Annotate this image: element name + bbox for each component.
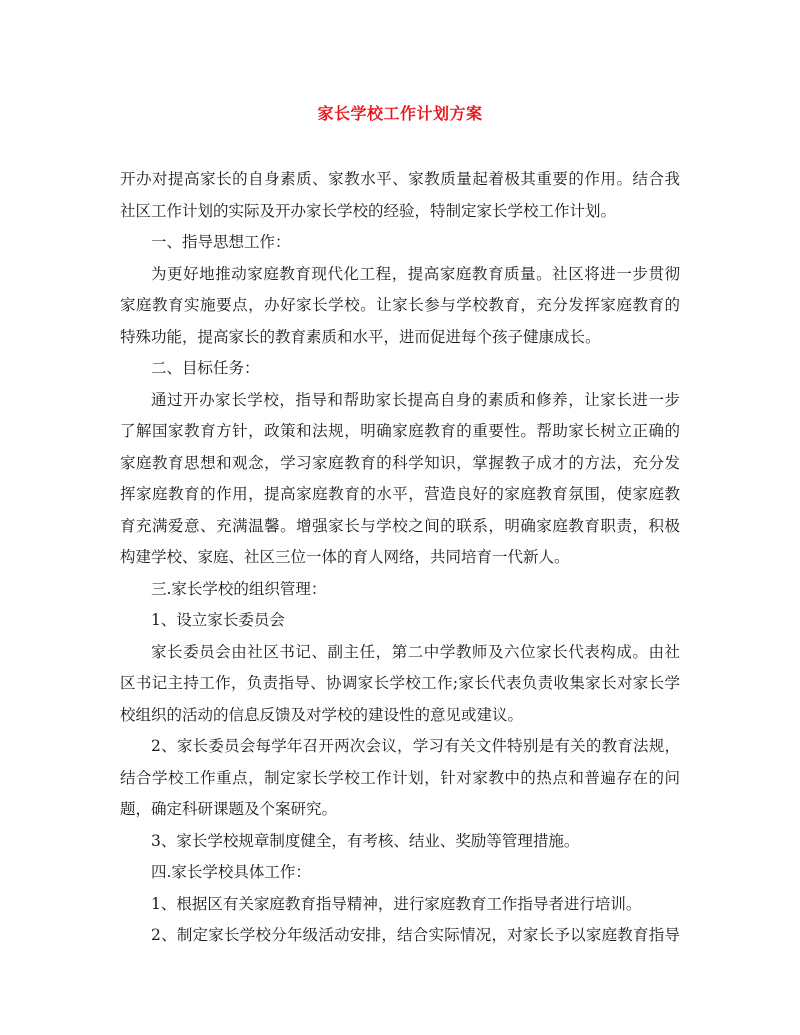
text-line: 区书记主持工作，负责指导、协调家长学校工作;家长代表负责收集家长对家长学	[120, 674, 680, 692]
text-line: 开办对提高家长的自身素质、家教水平、家教质量起着极其重要的作用。结合我	[120, 170, 680, 188]
text-line: 特殊功能，提高家长的教育素质和水平，进而促进每个孩子健康成长。	[120, 327, 601, 346]
text-line: 了解国家教育方针，政策和法规，明确家庭教育的重要性。帮助家长树立正确的	[120, 422, 680, 440]
text-line: 3、家长学校规章制度健全，有考核、结业、奖励等管理措施。	[151, 831, 580, 850]
text-line: 通过开办家长学校，指导和帮助家长提高自身的素质和修养，让家长进一步	[151, 390, 680, 409]
document-body	[120, 164, 680, 952]
text-line: 校组织的活动的信息反馈及对学校的建设性的意见或建议。	[120, 705, 524, 724]
text-line: 为更好地推动家庭教育现代化工程，提高家庭教育质量。社区将进一步贯彻	[151, 264, 680, 283]
document-title: 家长学校工作计划方案	[317, 104, 483, 123]
section-heading: 二、目标任务：	[151, 359, 260, 377]
text-line: 家长委员会由社区书记、副主任，第二中学教师及六位家长代表构成。由社	[151, 642, 680, 661]
text-line: 育充满爱意、充满温馨。增强家长与学校之间的联系，明确家庭教育职责，积极	[120, 516, 680, 535]
text-line: 社区工作计划的实际及开办家长学校的经验，特制定家长学校工作计划。	[120, 201, 617, 220]
text-line: 2、家长委员会每学年召开两次会议，学习有关文件特别是有关的教育法规，	[151, 737, 680, 755]
text-line: 2、制定家长学校分年级活动安排，结合实际情况，对家长予以家庭教育指导	[151, 926, 680, 944]
section-heading: 三.家长学校的组织管理：	[151, 579, 327, 598]
text-line: 构建学校、家庭、社区三位一体的育人网络，共同培育一代新人。	[120, 548, 570, 566]
section-heading: 一、指导思想工作：	[151, 233, 291, 251]
text-line: 挥家庭教育的作用，提高家庭教育的水平，营造良好的家庭教育氛围，使家庭教	[120, 485, 680, 503]
section-heading: 四.家长学校具体工作：	[151, 863, 311, 881]
subsection-heading: 1、设立家长委员会	[151, 611, 285, 629]
text-line: 家庭教育实施要点，办好家长学校。让家长参与学校教育，充分发挥家庭教育的	[120, 296, 680, 314]
text-line: 题，确定科研课题及个案研究。	[120, 800, 338, 818]
text-line: 结合学校工作重点，制定家长学校工作计划，针对家教中的热点和普遍存在的问	[120, 768, 680, 787]
text-line: 1、根据区有关家庭教育指导精神，进行家庭教育工作指导者进行培训。	[151, 894, 642, 913]
text-line: 家庭教育思想和观念，学习家庭教育的科学知识，掌握教子成才的方法，充分发	[120, 453, 680, 472]
